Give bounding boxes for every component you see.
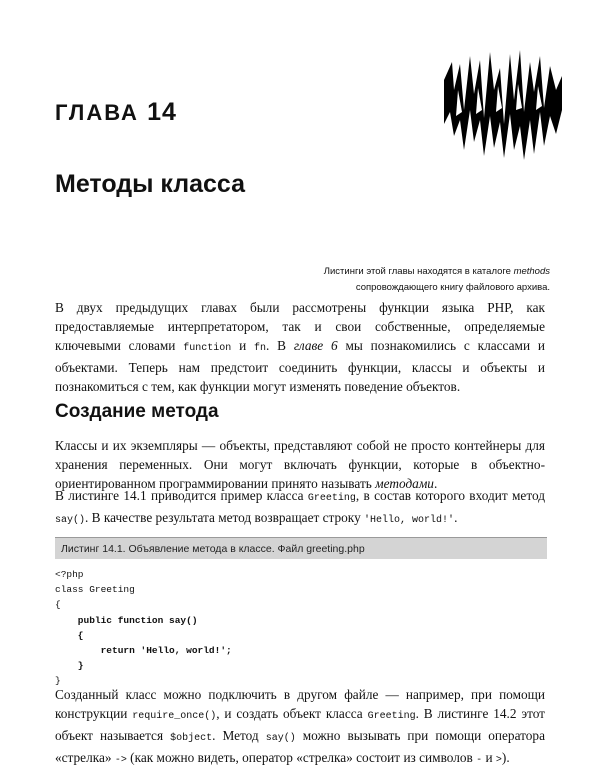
- archive-note: [210, 264, 550, 296]
- archive-note-line1: Листинги этой главы находятся в каталоге methods: [323, 266, 550, 277]
- code-fn: fn: [254, 343, 267, 354]
- chapter-label: [55, 98, 177, 127]
- section-paragraph-2: В листинге 14.1 приводится пример класса Greeting, в состав которого входит метод say(). В качестве результата метод возвращает строку 'Hello, world!'.: [55, 488, 545, 526]
- code-line: <?php: [55, 569, 84, 580]
- section-heading: Создание метода: [55, 401, 219, 422]
- code-line: }: [55, 675, 61, 687]
- chapter-word: ГЛАВА: [55, 100, 139, 125]
- code-say: say(): [55, 515, 86, 526]
- chapter-reference: главе 6: [293, 338, 338, 353]
- code-line: {: [55, 629, 84, 641]
- code-gt: >: [495, 755, 502, 766]
- intro-paragraph: В двух предыдущих главах были рассмотрены функции языка PHP, как предоставляемые интерпретатором, так и свои собственные, определяемые ключевыми словами function и fn. В главе 6 мы познакомились с классами и объектами. Теперь нам предстоит соединить функции, классы и объекты и познакомиться с тем, как функции могут изменять поведение объектов.: [55, 300, 545, 394]
- code-line: {: [55, 599, 61, 611]
- archive-dir-name: methods: [513, 266, 550, 277]
- code-function: function: [183, 343, 232, 354]
- chapter-number: 14: [147, 98, 177, 126]
- closing-paragraph: Созданный класс можно подключить в другом файле — например, при помощи конструкции require_once(), и создать объект класса Greeting. В листинге 14.2 этот объект называется $object. Метод say() можно вызывать при помощи оператора «стрелка» -> (как можно видеть, оператор «стрелка» состоит из символов - и >).: [55, 687, 545, 766]
- code-object: $object: [170, 733, 213, 744]
- code-line: public function say(): [55, 614, 198, 626]
- term-methods: методами: [375, 476, 434, 491]
- code-line: }: [55, 660, 84, 672]
- section-paragraph-1: Классы и их экземпляры — объекты, представляют собой не просто контейнеры для хранения переменных. Они могут включать функции, которые в объектно-ориентированном программировании принято называть методами.: [55, 438, 545, 491]
- code-line: class Greeting: [55, 584, 135, 596]
- chapter-title: Методы класса: [55, 170, 246, 198]
- code-hello-string: 'Hello, world!': [364, 515, 455, 526]
- code-require-once: require_once(): [132, 711, 217, 722]
- code-listing: [55, 567, 232, 689]
- code-arrow: ->: [114, 755, 127, 766]
- code-line: return 'Hello, world!';: [55, 644, 232, 656]
- listing-caption: Листинг 14.1. Объявление метода в классе. Файл greeting.php: [55, 537, 547, 559]
- code-greeting: Greeting: [367, 711, 416, 722]
- code-minus: -: [476, 755, 483, 766]
- black-zigzag-emblem-icon: [444, 50, 562, 160]
- code-say: say(): [265, 733, 296, 744]
- archive-note-line2: сопровождающего книгу файлового архива.: [355, 282, 550, 293]
- code-greeting: Greeting: [307, 493, 356, 504]
